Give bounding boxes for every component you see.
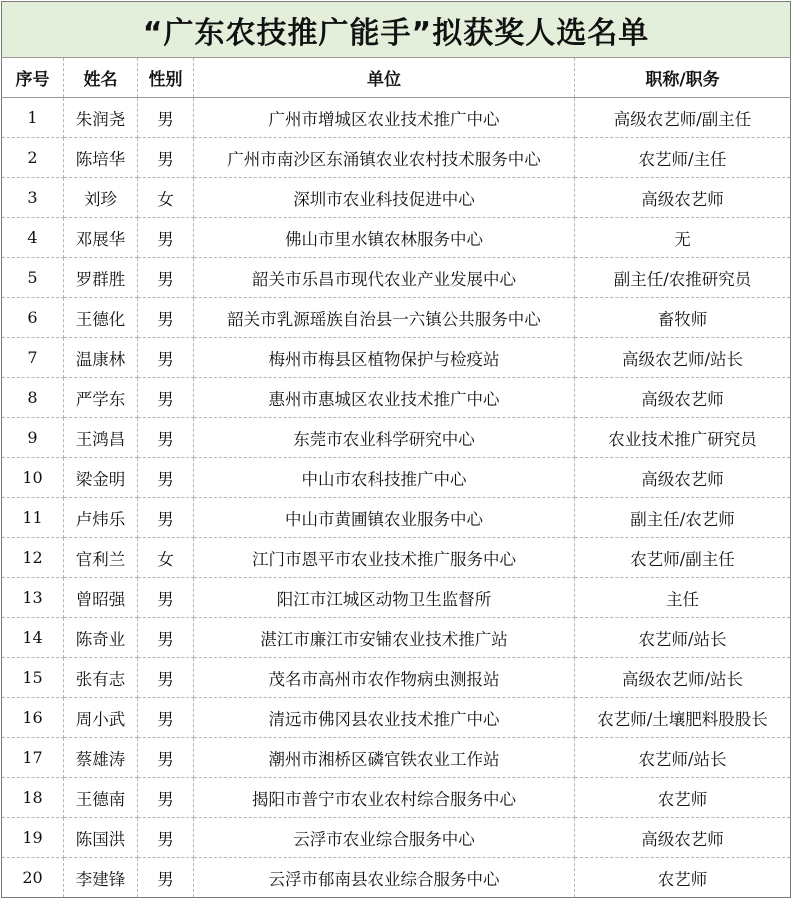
- cell-index[interactable]: 15: [2, 658, 64, 698]
- table-row: [2, 738, 791, 778]
- cell-index[interactable]: 19: [2, 818, 64, 858]
- cell-gender[interactable]: 男: [138, 98, 194, 138]
- cell-index[interactable]: 12: [2, 538, 64, 578]
- cell-unit[interactable]: 佛山市里水镇农林服务中心: [194, 218, 575, 258]
- header-name[interactable]: 姓名: [64, 58, 138, 98]
- spreadsheet: [0, 1, 791, 898]
- cell-index[interactable]: 11: [2, 498, 64, 538]
- cell-position[interactable]: 农业技术推广研究员: [575, 418, 791, 458]
- cell-gender[interactable]: 男: [138, 738, 194, 778]
- cell-unit[interactable]: 韶关市乐昌市现代农业产业发展中心: [194, 258, 575, 298]
- table-row: [2, 618, 791, 658]
- header-index[interactable]: 序号: [2, 58, 64, 98]
- cell-position[interactable]: 农艺师/站长: [575, 738, 791, 778]
- table-row: [2, 658, 791, 698]
- table-row: [2, 858, 791, 898]
- cell-gender[interactable]: 男: [138, 818, 194, 858]
- cell-position[interactable]: 主任: [575, 578, 791, 618]
- table-row: [2, 258, 791, 298]
- table-row: [2, 298, 791, 338]
- cell-name[interactable]: 蔡雄涛: [64, 738, 138, 778]
- cell-position[interactable]: 高级农艺师: [575, 818, 791, 858]
- cell-name[interactable]: 周小武: [64, 698, 138, 738]
- table-row: [2, 218, 791, 258]
- cell-index[interactable]: 10: [2, 458, 64, 498]
- cell-name[interactable]: 陈奇业: [64, 618, 138, 658]
- cell-position[interactable]: 农艺师: [575, 858, 791, 898]
- cell-gender[interactable]: 男: [138, 698, 194, 738]
- cell-unit[interactable]: 清远市佛冈县农业技术推广中心: [194, 698, 575, 738]
- table-row: [2, 418, 791, 458]
- cell-unit[interactable]: 深圳市农业科技促进中心: [194, 178, 575, 218]
- cell-unit[interactable]: 揭阳市普宁市农业农村综合服务中心: [194, 778, 575, 818]
- cell-index[interactable]: 5: [2, 258, 64, 298]
- cell-position[interactable]: 高级农艺师: [575, 178, 791, 218]
- header-row: [2, 58, 791, 98]
- cell-gender[interactable]: 女: [138, 178, 194, 218]
- cell-position[interactable]: 农艺师/站长: [575, 618, 791, 658]
- cell-gender[interactable]: 男: [138, 338, 194, 378]
- table-row: [2, 578, 791, 618]
- cell-name[interactable]: 罗群胜: [64, 258, 138, 298]
- cell-position[interactable]: 农艺师/土壤肥料股股长: [575, 698, 791, 738]
- cell-position[interactable]: 农艺师/主任: [575, 138, 791, 178]
- cell-name[interactable]: 刘珍: [64, 178, 138, 218]
- cell-position[interactable]: 副主任/农艺师: [575, 498, 791, 538]
- cell-index[interactable]: 7: [2, 338, 64, 378]
- cell-unit[interactable]: 中山市黄圃镇农业服务中心: [194, 498, 575, 538]
- cell-name[interactable]: 严学东: [64, 378, 138, 418]
- cell-name[interactable]: 朱润尧: [64, 98, 138, 138]
- cell-gender[interactable]: 男: [138, 658, 194, 698]
- cell-position[interactable]: 高级农艺师/站长: [575, 658, 791, 698]
- cell-name[interactable]: 王德南: [64, 778, 138, 818]
- cell-index[interactable]: 4: [2, 218, 64, 258]
- cell-index[interactable]: 20: [2, 858, 64, 898]
- cell-gender[interactable]: 男: [138, 258, 194, 298]
- cell-name[interactable]: 李建锋: [64, 858, 138, 898]
- cell-name[interactable]: 陈国洪: [64, 818, 138, 858]
- cell-unit[interactable]: 广州市南沙区东涌镇农业农村技术服务中心: [194, 138, 575, 178]
- cell-unit[interactable]: 中山市农科技推广中心: [194, 458, 575, 498]
- cell-position[interactable]: 高级农艺师: [575, 458, 791, 498]
- header-gender[interactable]: 性别: [138, 58, 194, 98]
- cell-index[interactable]: 6: [2, 298, 64, 338]
- cell-gender[interactable]: 女: [138, 538, 194, 578]
- cell-index[interactable]: 8: [2, 378, 64, 418]
- cell-index[interactable]: 13: [2, 578, 64, 618]
- table-row: [2, 818, 791, 858]
- header-position[interactable]: 职称/职务: [575, 58, 791, 98]
- cell-index[interactable]: 3: [2, 178, 64, 218]
- cell-position[interactable]: 畜牧师: [575, 298, 791, 338]
- cell-gender[interactable]: 男: [138, 138, 194, 178]
- cell-name[interactable]: 曾昭强: [64, 578, 138, 618]
- table-row: [2, 98, 791, 138]
- cell-position[interactable]: 高级农艺师/站长: [575, 338, 791, 378]
- cell-unit[interactable]: 云浮市郁南县农业综合服务中心: [194, 858, 575, 898]
- cell-name[interactable]: 邓展华: [64, 218, 138, 258]
- cell-unit[interactable]: 云浮市农业综合服务中心: [194, 818, 575, 858]
- cell-gender[interactable]: 男: [138, 498, 194, 538]
- cell-gender[interactable]: 男: [138, 458, 194, 498]
- award-candidates-table: [1, 1, 791, 898]
- cell-position[interactable]: 高级农艺师: [575, 378, 791, 418]
- cell-index[interactable]: 16: [2, 698, 64, 738]
- cell-name[interactable]: 梁金明: [64, 458, 138, 498]
- cell-index[interactable]: 18: [2, 778, 64, 818]
- cell-name[interactable]: 官利兰: [64, 538, 138, 578]
- cell-name[interactable]: 温康林: [64, 338, 138, 378]
- cell-position[interactable]: 高级农艺师/副主任: [575, 98, 791, 138]
- table-row: [2, 378, 791, 418]
- cell-name[interactable]: 王德化: [64, 298, 138, 338]
- cell-gender[interactable]: 男: [138, 378, 194, 418]
- cell-index[interactable]: 9: [2, 418, 64, 458]
- cell-gender[interactable]: 男: [138, 858, 194, 898]
- table-row: [2, 458, 791, 498]
- cell-position[interactable]: 农艺师/副主任: [575, 538, 791, 578]
- table-row: [2, 778, 791, 818]
- cell-gender[interactable]: 男: [138, 778, 194, 818]
- cell-unit[interactable]: 湛江市廉江市安铺农业技术推广站: [194, 618, 575, 658]
- table-row: [2, 138, 791, 178]
- cell-position[interactable]: 农艺师: [575, 778, 791, 818]
- cell-gender[interactable]: 男: [138, 218, 194, 258]
- cell-unit[interactable]: 韶关市乳源瑶族自治县一六镇公共服务中心: [194, 298, 575, 338]
- cell-gender[interactable]: 男: [138, 618, 194, 658]
- table-row: [2, 498, 791, 538]
- cell-position[interactable]: 副主任/农推研究员: [575, 258, 791, 298]
- table-row: [2, 698, 791, 738]
- cell-index[interactable]: 17: [2, 738, 64, 778]
- cell-gender[interactable]: 男: [138, 418, 194, 458]
- cell-unit[interactable]: 梅州市梅县区植物保护与检疫站: [194, 338, 575, 378]
- cell-name[interactable]: 卢炜乐: [64, 498, 138, 538]
- cell-gender[interactable]: 男: [138, 298, 194, 338]
- cell-unit[interactable]: 潮州市湘桥区磷官铁农业工作站: [194, 738, 575, 778]
- cell-unit[interactable]: 广州市增城区农业技术推广中心: [194, 98, 575, 138]
- table-row: [2, 178, 791, 218]
- cell-unit[interactable]: 阳江市江城区动物卫生监督所: [194, 578, 575, 618]
- cell-unit[interactable]: 东莞市农业科学研究中心: [194, 418, 575, 458]
- table-body: [2, 98, 791, 898]
- cell-index[interactable]: 14: [2, 618, 64, 658]
- cell-unit[interactable]: 茂名市高州市农作物病虫测报站: [194, 658, 575, 698]
- cell-index[interactable]: 2: [2, 138, 64, 178]
- cell-index[interactable]: 1: [2, 98, 64, 138]
- cell-name[interactable]: 王鸿昌: [64, 418, 138, 458]
- sheet-title[interactable]: “广东农技推广能手”拟获奖人选名单: [2, 2, 791, 58]
- title-row: [2, 2, 791, 58]
- table-row: [2, 538, 791, 578]
- cell-name[interactable]: 张有志: [64, 658, 138, 698]
- table-row: [2, 338, 791, 378]
- header-unit[interactable]: 单位: [194, 58, 575, 98]
- cell-gender[interactable]: 男: [138, 578, 194, 618]
- cell-name[interactable]: 陈培华: [64, 138, 138, 178]
- cell-position[interactable]: 无: [575, 218, 791, 258]
- cell-unit[interactable]: 惠州市惠城区农业技术推广中心: [194, 378, 575, 418]
- cell-unit[interactable]: 江门市恩平市农业技术推广服务中心: [194, 538, 575, 578]
